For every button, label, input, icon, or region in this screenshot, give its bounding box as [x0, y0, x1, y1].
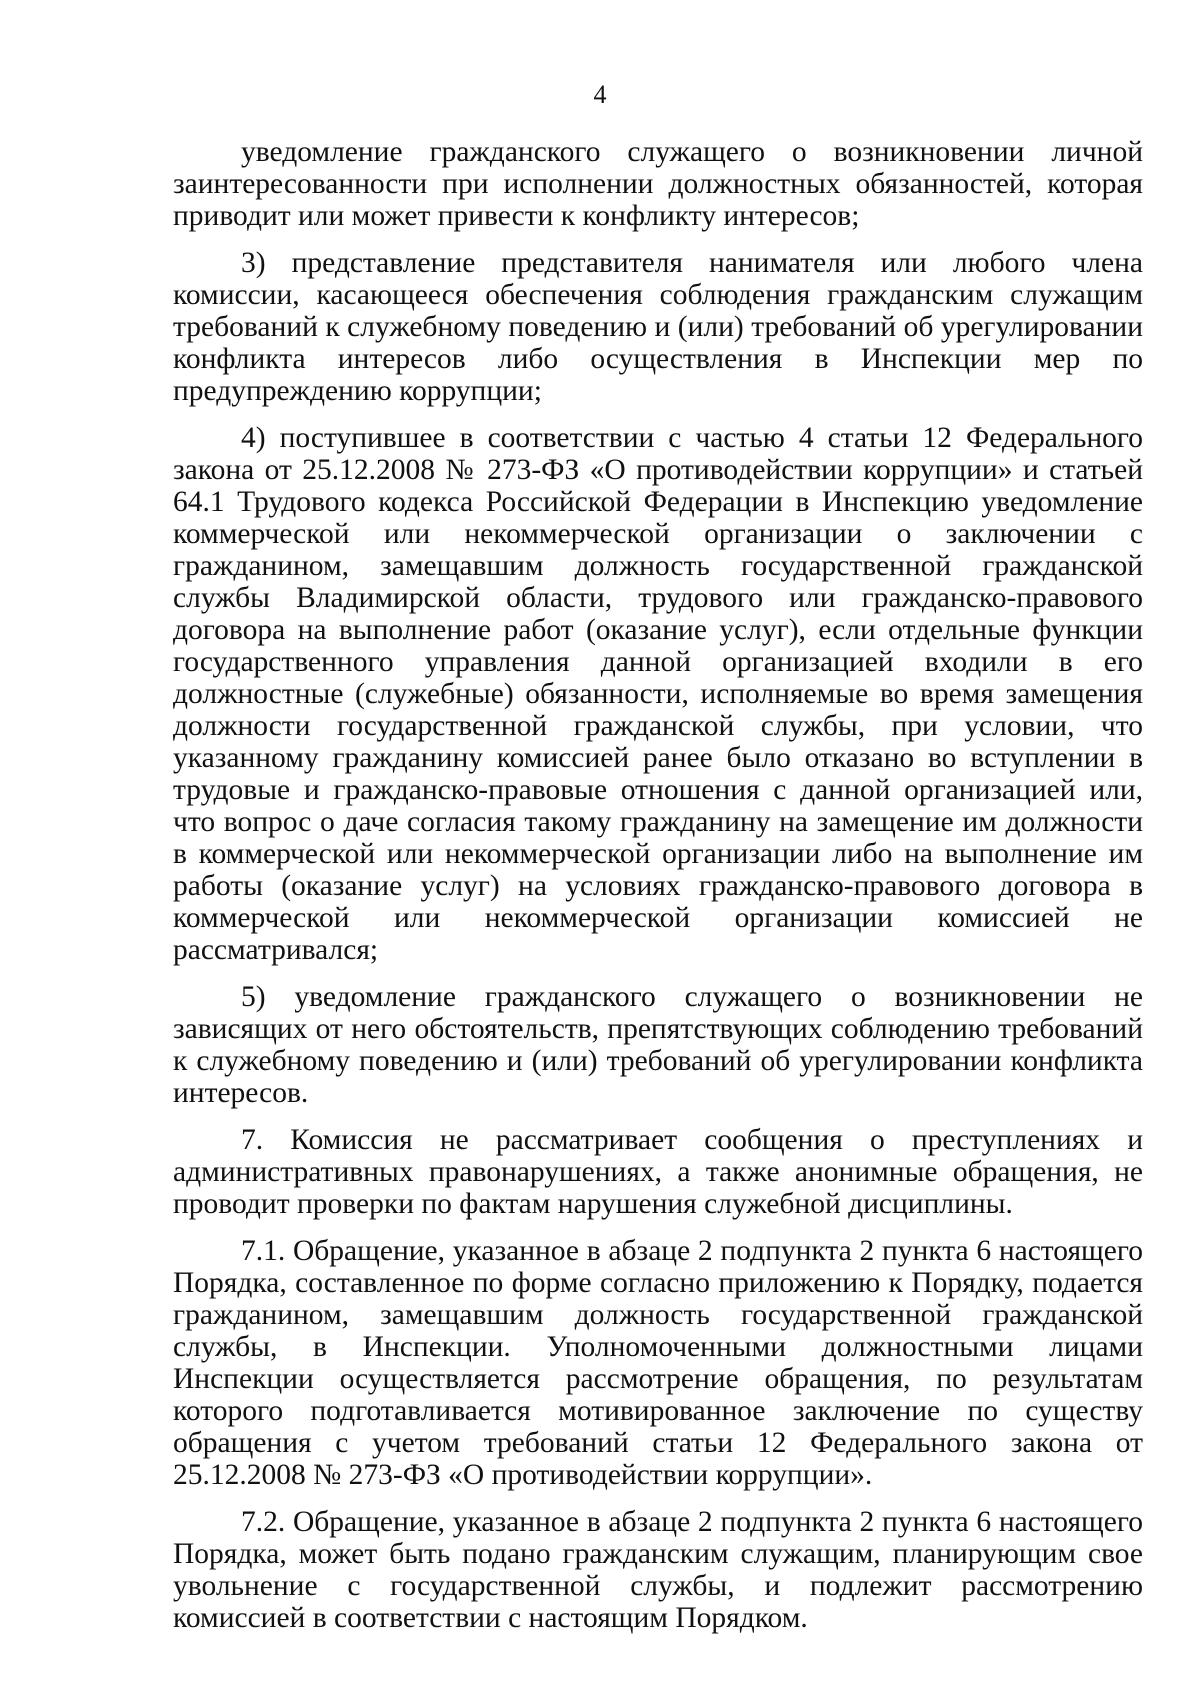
paragraph-item-5: 5) уведомление гражданского служащего о возникновении не зависящих от него обстоятельств, препятствующих соблюдению требований к служебному поведению и (или) требований об урегулировании конфликта интересов.	[173, 981, 1143, 1109]
page-number: 4	[593, 80, 607, 109]
paragraph-section-7-2: 7.2. Обращение, указанное в абзаце 2 подпункта 2 пункта 6 настоящего Порядка, может быть подано гражданским служащим, планирующим свое увольнение с государственной службы, и подлежит рассмотрению комиссией в соответствии с настоящим Порядком.	[173, 1506, 1143, 1634]
paragraph-item-3: 3) представление представителя нанимателя или любого члена комиссии, касающееся обеспечения соблюдения гражданским служащим требований к служебному поведению и (или) требований об урегулировании конфликта интересов либо осуществления в Инспекции мер по предупреждению коррупции;	[173, 247, 1143, 407]
paragraph-section-7: 7. Комиссия не рассматривает сообщения о преступлениях и административных правонарушениях, а также анонимные обращения, не проводит проверки по фактам нарушения служебной дисциплины.	[173, 1124, 1143, 1220]
document-body	[173, 136, 1143, 1649]
paragraph-continuation: уведомление гражданского служащего о возникновении личной заинтересованности при исполнении должностных обязанностей, которая приводит или может привести к конфликту интересов;	[173, 136, 1143, 232]
paragraph-section-7-1: 7.1. Обращение, указанное в абзаце 2 подпункта 2 пункта 6 настоящего Порядка, составленное по форме согласно приложению к Порядку, подается гражданином, замещавшим должность государственной гражданской службы, в Инспекции. Уполномоченными должностными лицами Инспекции осуществляется рассмотрение обращения, по результатам которого подготавливается мотивированное заключение по существу обращения с учетом требований статьи 12 Федерального закона от 25.12.2008 № 273-ФЗ «О противодействии коррупции».	[173, 1235, 1143, 1491]
paragraph-item-4: 4) поступившее в соответствии с частью 4 статьи 12 Федерального закона от 25.12.2008 № 273-ФЗ «О противодействии коррупции» и статьей 64.1 Трудового кодекса Российской Федерации в Инспекцию уведомление коммерческой или некоммерческой организации о заключении с гражданином, замещавшим должность государственной гражданской службы Владимирской области, трудового или гражданско-правового договора на выполнение работ (оказание услуг), если отдельные функции государственного управления данной организацией входили в его должностные (служебные) обязанности, исполняемые во время замещения должности государственной гражданской службы, при условии, что указанному гражданину комиссией ранее было отказано во вступлении в трудовые и гражданско-правовые отношения с данной организацией или, что вопрос о даче согласия такому гражданину на замещение им должности в коммерческой или некоммерческой организации либо на выполнение им работы (оказание услуг) на условиях гражданско-правового договора в коммерческой или некоммерческой организации комиссией не рассматривался;	[173, 422, 1143, 966]
